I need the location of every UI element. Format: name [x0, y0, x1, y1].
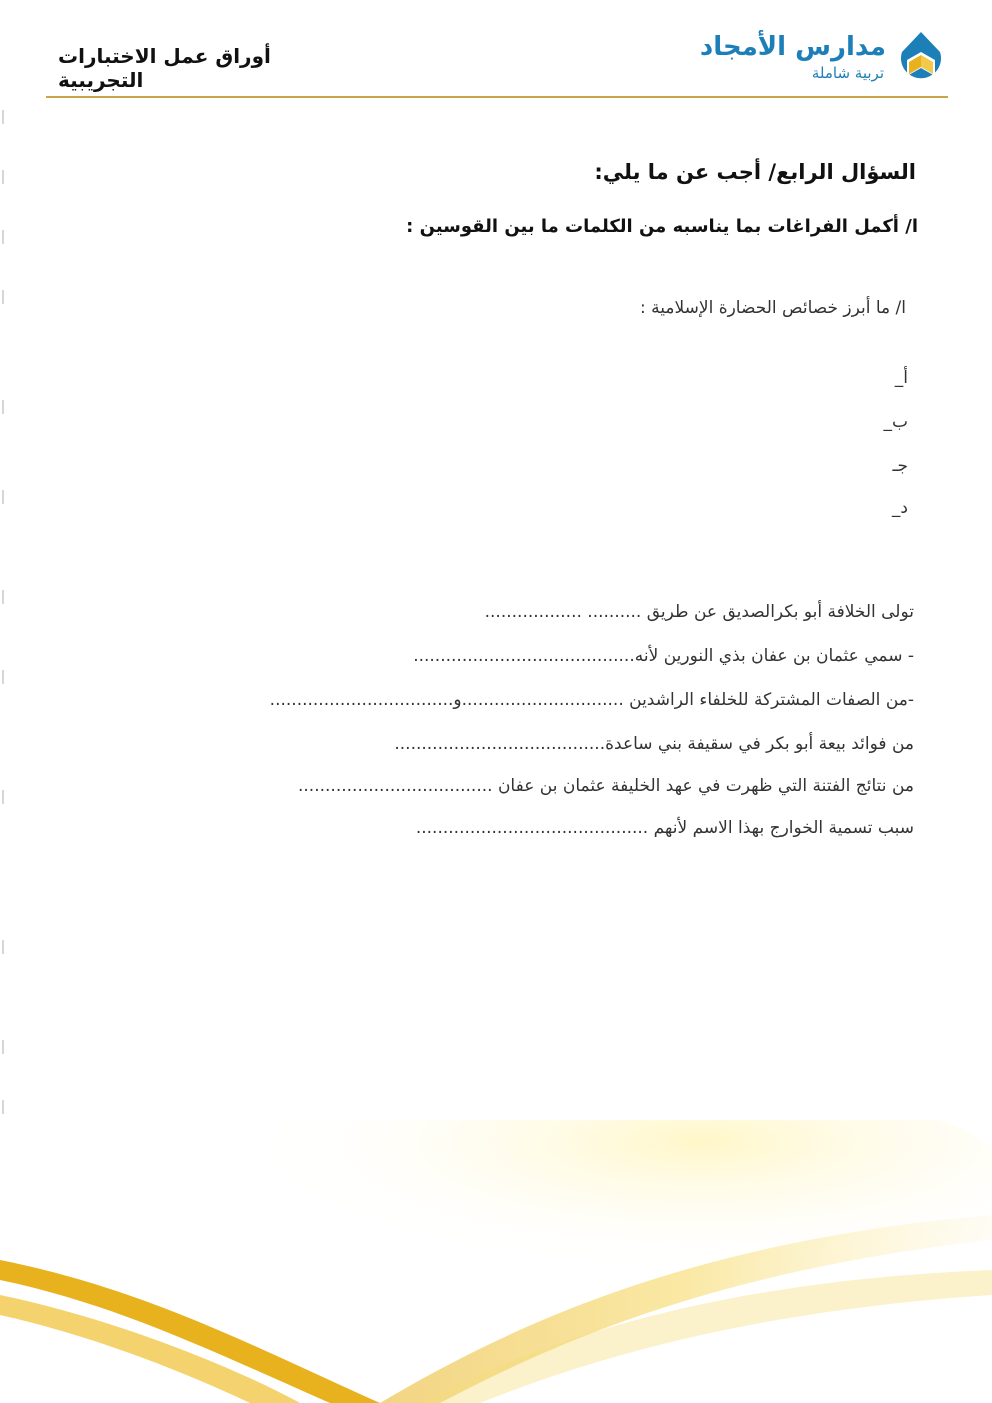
answer-letter: د_	[891, 498, 908, 518]
fill-in-line: من فوائد بيعة أبو بكر في سقيفة بني ساعدة.......................................	[394, 734, 914, 754]
decorative-swoosh	[0, 1120, 992, 1403]
answer-letter: أ_	[894, 368, 908, 388]
fill-in-line: سبب تسمية الخوارج بهذا الاسم لأنهم ...........................................	[415, 818, 914, 838]
answer-letter: ب_	[883, 412, 908, 432]
section-a-instruction: ا/ أكمل الفراغات بما يناسبه من الكلمات ما بين القوسين :	[406, 216, 918, 237]
fill-in-line: -من الصفات المشتركة للخلفاء الراشدين ..............................و..................................	[269, 690, 914, 710]
fill-in-line: - سمي عثمان بن عفان بذي النورين لأنه.........................................	[413, 646, 914, 666]
logo-name: مدارس الأمجاد	[699, 32, 886, 62]
answer-letter: جـ	[892, 456, 908, 476]
scan-margin-marks	[0, 110, 10, 1130]
header-divider	[46, 96, 948, 98]
logo-tagline: تربية شاملة	[811, 64, 884, 82]
fill-in-line: تولى الخلافة أبو بكرالصديق عن طريق .......... ..................	[484, 602, 914, 622]
sub-question: ا/ ما أبرز خصائص الحضارة الإسلامية :	[640, 298, 906, 318]
header-title: أوراق عمل الاختبارات التجريبية	[58, 44, 271, 92]
fill-in-line: من نتائج الفتنة التي ظهرت في عهد الخليفة عثمان بن عفان ....................................	[298, 776, 914, 796]
school-logo	[699, 30, 948, 88]
question-title: السؤال الرابع/ أجب عن ما يلي:	[594, 160, 916, 184]
school-logo-icon	[894, 30, 948, 86]
